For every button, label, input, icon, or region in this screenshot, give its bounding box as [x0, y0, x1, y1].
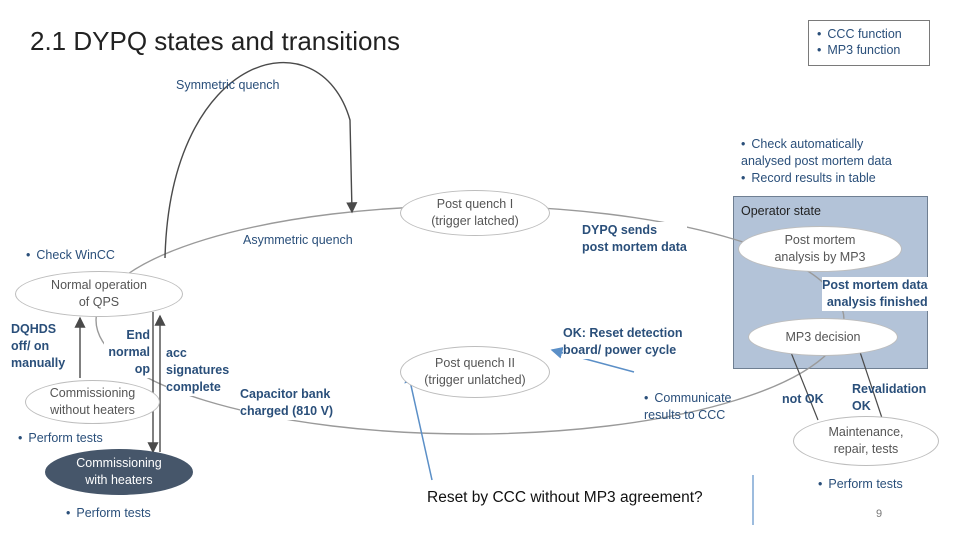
check-auto-item: • Check automatically analysed post mortem data [741, 136, 892, 170]
reset-by-ccc-question: Reset by CCC without MP3 agreement? [427, 489, 703, 506]
decision-not-ok-arrow [790, 350, 818, 420]
communicate-results-label: • Communicate results to CCC [644, 390, 732, 424]
end-normal-op-label: End normal op [104, 327, 150, 378]
record-results-item: • Record results in table [741, 170, 892, 187]
not-ok-label: not OK [782, 392, 824, 406]
symmetric-quench-label: Symmetric quench [176, 78, 280, 92]
node-post-quench-1: Post quench I (trigger latched) [400, 190, 550, 236]
node-post-quench-2: Post quench II (trigger unlatched) [400, 346, 550, 398]
legend-mp3-function: • MP3 function [817, 42, 929, 58]
pm-finished-label: Post mortem data analysis finished [822, 278, 928, 309]
asymmetric-quench-label: Asymmetric quench [243, 233, 353, 247]
dqhds-label: DQHDS off/ on manually [11, 322, 66, 370]
revalidation-ok-label: Revalidation OK [852, 382, 927, 413]
perform-tests-left: • Perform tests [18, 430, 103, 447]
node-post-mortem-analysis: Post mortem analysis by MP3 [738, 226, 902, 272]
node-maintenance: Maintenance, repair, tests [793, 416, 939, 466]
node-mp3-decision: MP3 decision [748, 318, 898, 356]
node-normal-operation: Normal operation of QPS [15, 271, 183, 317]
perform-tests-right: • Perform tests [818, 476, 903, 493]
node-commissioning-with-heaters: Commissioning with heaters [45, 449, 193, 495]
dypq-sends-label: DYPQ sends post mortem data [582, 223, 687, 254]
check-automatically-list [741, 136, 892, 187]
perform-tests-bottom: • Perform tests [66, 505, 151, 522]
operator-state-label: Operator state [741, 204, 821, 218]
check-wincc-label: • Check WinCC [26, 247, 115, 264]
legend-ccc-function: • CCC function [817, 26, 929, 42]
node-commissioning-without-heaters: Commissioning without heaters [25, 380, 160, 424]
ok-reset-label: OK: Reset detection board/ power cycle [563, 326, 683, 357]
capacitor-bank-label: Capacitor bank charged (810 V) [240, 387, 334, 418]
slide-title: 2.1 DYPQ states and transitions [30, 26, 400, 56]
page-number: 9 [876, 508, 883, 520]
function-legend [808, 20, 930, 66]
acc-signatures-label: acc signatures complete [166, 346, 230, 394]
